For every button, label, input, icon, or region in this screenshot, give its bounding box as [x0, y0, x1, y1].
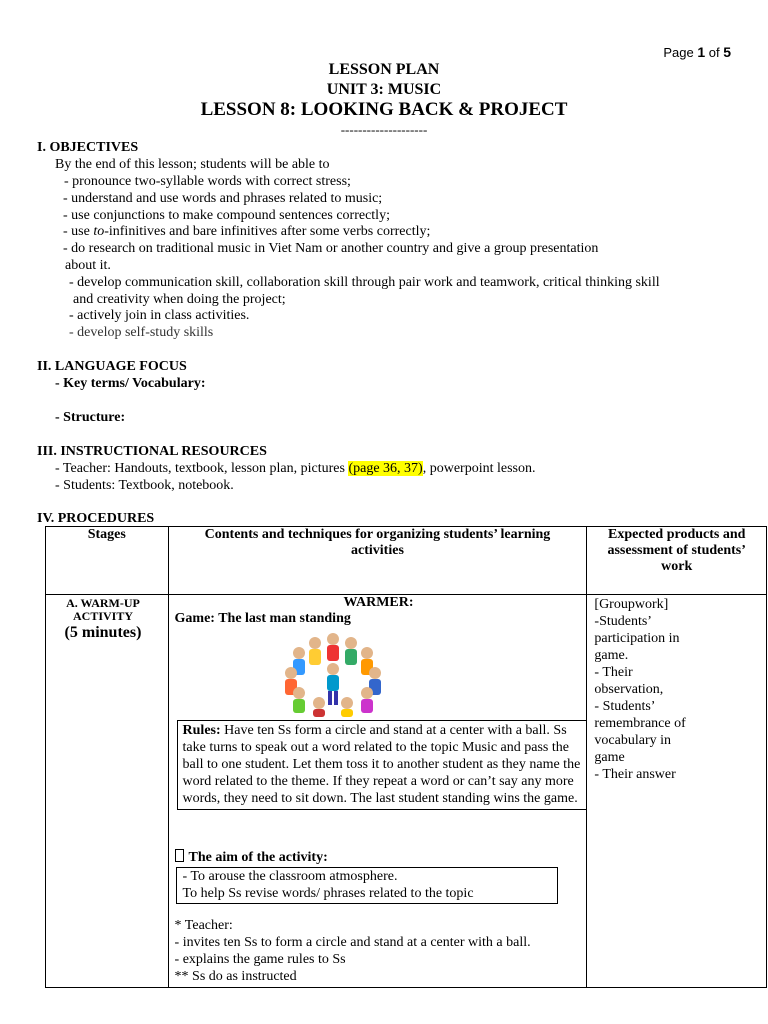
key-terms-label: - Key terms/ Vocabulary:: [55, 376, 206, 391]
aim-item: To help Ss revise words/ phrases related to the topic: [182, 886, 474, 901]
total-pages: 5: [723, 44, 731, 60]
objective-item: - pronounce two-syllable words with correct stress;: [64, 174, 351, 189]
objective-item: and creativity when doing the project;: [73, 292, 286, 307]
objective-item: - use to-infinitives and bare infinitives after some verbs correctly;: [63, 224, 431, 239]
aim-heading: The aim of the activity:: [175, 849, 328, 866]
title-divider: --------------------: [340, 122, 428, 137]
lesson-title: LESSON 8: LOOKING BACK & PROJECT: [200, 99, 568, 120]
procedures-table: [45, 526, 767, 988]
resources-students: - Students: Textbook, notebook.: [55, 478, 234, 493]
expected-cell: [587, 595, 767, 988]
warmer-heading: WARMER:: [343, 595, 414, 610]
page-reference-highlight: (page 36, 37): [348, 461, 423, 476]
teacher-instructions: * Teacher: - invites ten Ss to form a circle and stand at a center with a ball. - explains the game rules to Ss ** Ss do as instructed: [174, 918, 531, 984]
column-header-contents: Contents and techniques for organizing students’ learning activities: [168, 527, 587, 595]
objective-item: - develop self-study skills: [69, 325, 214, 340]
objective-item: - actively join in class activities.: [69, 308, 250, 323]
stage-cell: [46, 595, 169, 988]
objective-item: - develop communication skill, collaboration skill through pair work and teamwork, critical thinking skill: [69, 275, 660, 290]
expected-products: [Groupwork] -Students’ participation in game. - Their observation, - Students’ remembrance of vocabulary in game - Their answer: [594, 597, 686, 782]
structure-label: - Structure:: [55, 410, 126, 425]
procedures-heading: IV. PROCEDURES: [37, 511, 155, 526]
objective-item: about it.: [65, 258, 111, 273]
resources-heading: III. INSTRUCTIONAL RESOURCES: [37, 444, 267, 459]
current-page: 1: [697, 44, 706, 60]
resources-teacher: - Teacher: Handouts, textbook, lesson plan, pictures (page 36, 37), powerpoint lesson.: [55, 461, 536, 476]
rules-box: Rules: Have ten Ss form a circle and stand at a center with a ball. Ss take turns to speak out a word related to the topic Music and pass the ball to one student. Let them toss it to another student as they name the word related to the theme. If they repeat a word or can’t say any more words, they need to sit down. The last student standing wins the game.: [177, 720, 587, 810]
objective-item: - understand and use words and phrases related to music;: [63, 191, 383, 206]
child-figure: [285, 633, 381, 717]
unit-title: UNIT 3: MUSIC: [326, 81, 442, 98]
doc-title: LESSON PLAN: [328, 61, 440, 78]
stage-name: A. WARM-UP ACTIVITY (5 minutes): [53, 597, 153, 643]
page-number: Page 1 of 5: [663, 44, 731, 60]
children-circle-image: [281, 631, 386, 717]
objectives-heading: I. OBJECTIVES: [37, 140, 139, 155]
column-header-expected: Expected products and assessment of students’ work: [587, 527, 767, 595]
objective-item: - do research on traditional music in Viet Nam or another country and give a group presentation: [63, 241, 599, 256]
contents-cell: [168, 595, 587, 988]
objectives-intro: By the end of this lesson; students will be able to: [55, 157, 330, 172]
stage-duration: (5 minutes): [64, 624, 142, 641]
aim-item: - To arouse the classroom atmosphere.: [182, 869, 398, 884]
objective-item: - use conjunctions to make compound sentences correctly;: [63, 208, 390, 223]
aim-box: [176, 867, 558, 904]
column-header-stages: Stages: [46, 527, 169, 595]
language-focus-heading: II. LANGUAGE FOCUS: [37, 359, 187, 374]
game-title: Game: The last man standing: [174, 611, 351, 626]
checkbox-icon: [175, 849, 184, 862]
